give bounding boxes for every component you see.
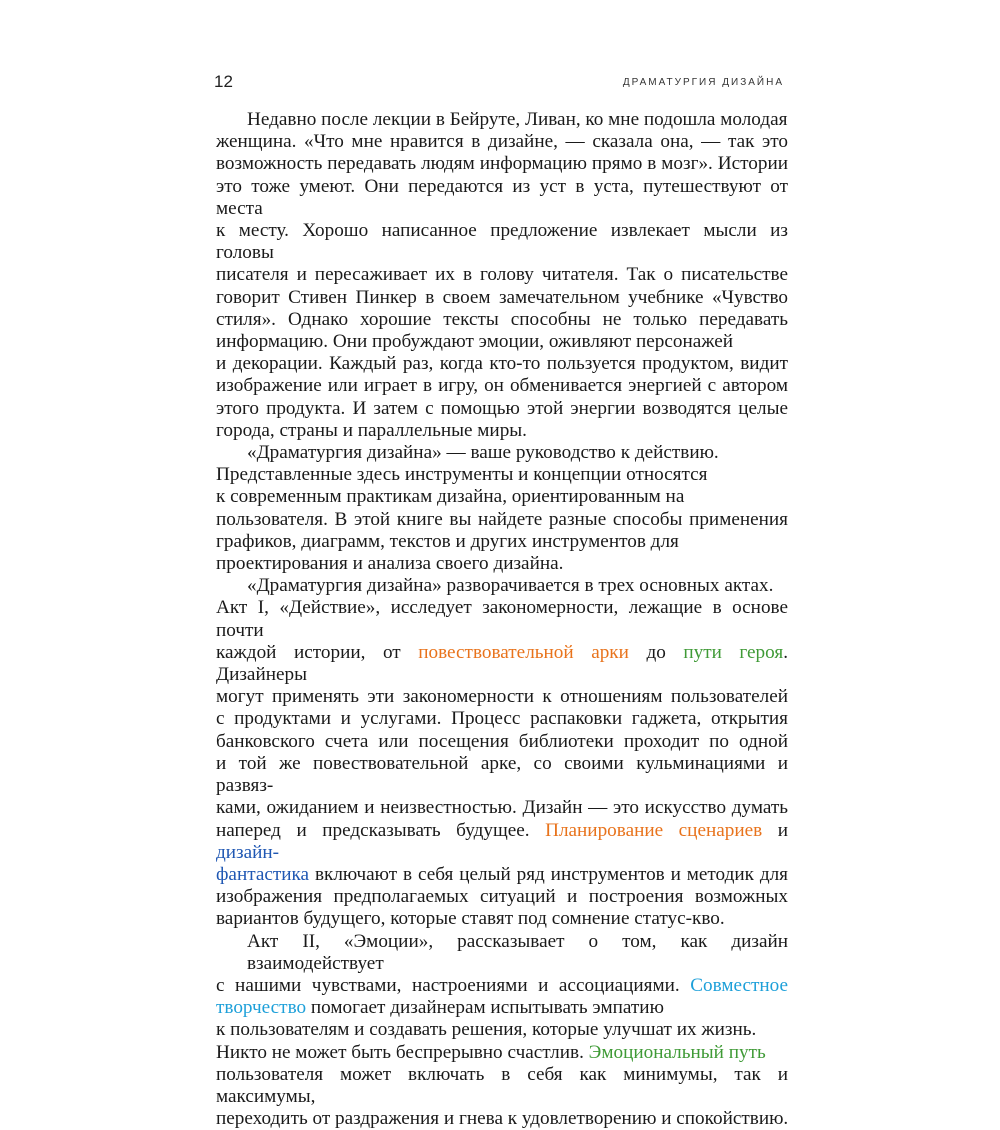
text-line: Никто не может быть беспрерывно счастлив. Эмоциональный путь xyxy=(216,1041,766,1063)
text-line: и декорации. Каждый раз, когда кто-то пользуется продуктом, видит xyxy=(216,353,788,375)
running-head: ДРАМАТУРГИЯ ДИЗАЙНА xyxy=(622,77,784,88)
text-line: города, страны и параллельные миры. xyxy=(216,419,527,441)
text-line: «Драматургия дизайна» — ваше руководство к действию. xyxy=(247,442,719,464)
text-line: переходить от раздражения и гнева к удовлетворению и спокойствию. xyxy=(216,1108,789,1130)
text-line: каждой истории, от повествовательной арки до пути героя. Дизайнеры xyxy=(216,641,788,686)
term-design-fiction-cont[interactable]: фантастика xyxy=(216,863,310,885)
text-line: творчество помогает дизайнерам испытывать эмпатию xyxy=(216,997,664,1019)
text-line: Акт II, «Эмоции», рассказывает о том, как дизайн взаимодействует xyxy=(247,930,788,974)
term-scenario-planning[interactable]: Планирование сценариев xyxy=(545,819,763,841)
paragraph-1 xyxy=(216,109,788,442)
paragraph-2 xyxy=(216,442,788,575)
term-narrative-arc[interactable]: повествовательной арки xyxy=(418,641,629,663)
page-number: 12 xyxy=(214,72,233,91)
text-line: информацию. Они пробуждают эмоции, оживляют персонажей xyxy=(216,331,734,353)
text-line: Представленные здесь инструменты и концепции относятся xyxy=(216,464,708,486)
text-line: пользователя может включать в себя как минимумы, так и максимумы, xyxy=(216,1063,788,1107)
text-line: могут применять эти закономерности к отношениям пользователей xyxy=(216,686,788,708)
text-line: с нашими чувствами, настроениями и ассоциациями. Совместное xyxy=(216,974,788,996)
text-line: этого продукта. И затем с помощью этой энергии возводятся целые xyxy=(216,397,788,419)
text-line: изображение или играет в игру, он обменивается энергией с автором xyxy=(216,375,788,397)
text-line: и той же повествовательной арке, со своими кульминациями и развяз- xyxy=(216,752,788,797)
text-line: к пользователям и создавать решения, которые улучшат их жизнь. xyxy=(216,1019,757,1041)
text-line: вариантов будущего, которые ставят под сомнение статус-кво. xyxy=(216,908,725,930)
text-line: возможность передавать людям информацию прямо в мозг». Истории xyxy=(216,153,788,175)
text-line: женщина. «Что мне нравится в дизайне, — сказала она, — так это xyxy=(216,131,788,153)
text-line: Акт I, «Действие», исследует закономерности, лежащие в основе почти xyxy=(216,597,788,641)
term-co-creation-cont[interactable]: творчество xyxy=(216,997,307,1019)
term-design-fiction[interactable]: дизайн- xyxy=(216,841,280,863)
term-emotional-journey[interactable]: Эмоциональный путь xyxy=(588,1041,766,1063)
text-line: Недавно после лекции в Бейруте, Ливан, ко мне подошла молодая xyxy=(247,109,788,130)
term-heros-journey[interactable]: пути героя xyxy=(683,641,784,663)
text-line: пользователя. В этой книге вы найдете разные способы применения xyxy=(216,508,788,530)
paragraph-3 xyxy=(216,575,788,930)
text-line: стиля». Однако хорошие тексты способны не только передавать xyxy=(216,308,788,330)
body-text xyxy=(216,109,788,1130)
text-line: наперед и предсказывать будущее. Планирование сценариев и дизайн- xyxy=(216,819,789,863)
text-line: писателя и пересаживает их в голову читателя. Так о писательстве xyxy=(216,264,788,286)
text-line: изображения предполагаемых ситуаций и построения возможных xyxy=(216,886,788,908)
text-line: банковского счета или посещения библиотеки проходит по одной xyxy=(216,730,788,752)
text-line: к месту. Хорошо написанное предложение извлекает мысли из головы xyxy=(216,220,788,264)
text-line: фантастика включают в себя целый ряд инструментов и методик для xyxy=(216,863,788,885)
term-co-creation[interactable]: Совместное xyxy=(690,974,788,996)
paragraph-4 xyxy=(216,931,788,1130)
text-line: с продуктами и услугами. Процесс распаковки гаджета, открытия xyxy=(216,708,788,730)
text-line: графиков, диаграмм, текстов и других инструментов для xyxy=(216,530,679,552)
text-line: проектирования и анализа своего дизайна. xyxy=(216,553,564,575)
text-line: это тоже умеют. Они передаются из уст в уста, путешествуют от места xyxy=(216,175,788,219)
text-line: «Драматургия дизайна» разворачивается в трех основных актах. xyxy=(247,575,774,597)
text-line: к современным практикам дизайна, ориентированным на xyxy=(216,486,685,508)
text-line: говорит Стивен Пинкер в своем замечательном учебнике «Чувство xyxy=(216,286,788,308)
text-line: ками, ожиданием и неизвестностью. Дизайн — это искусство думать xyxy=(216,797,788,819)
